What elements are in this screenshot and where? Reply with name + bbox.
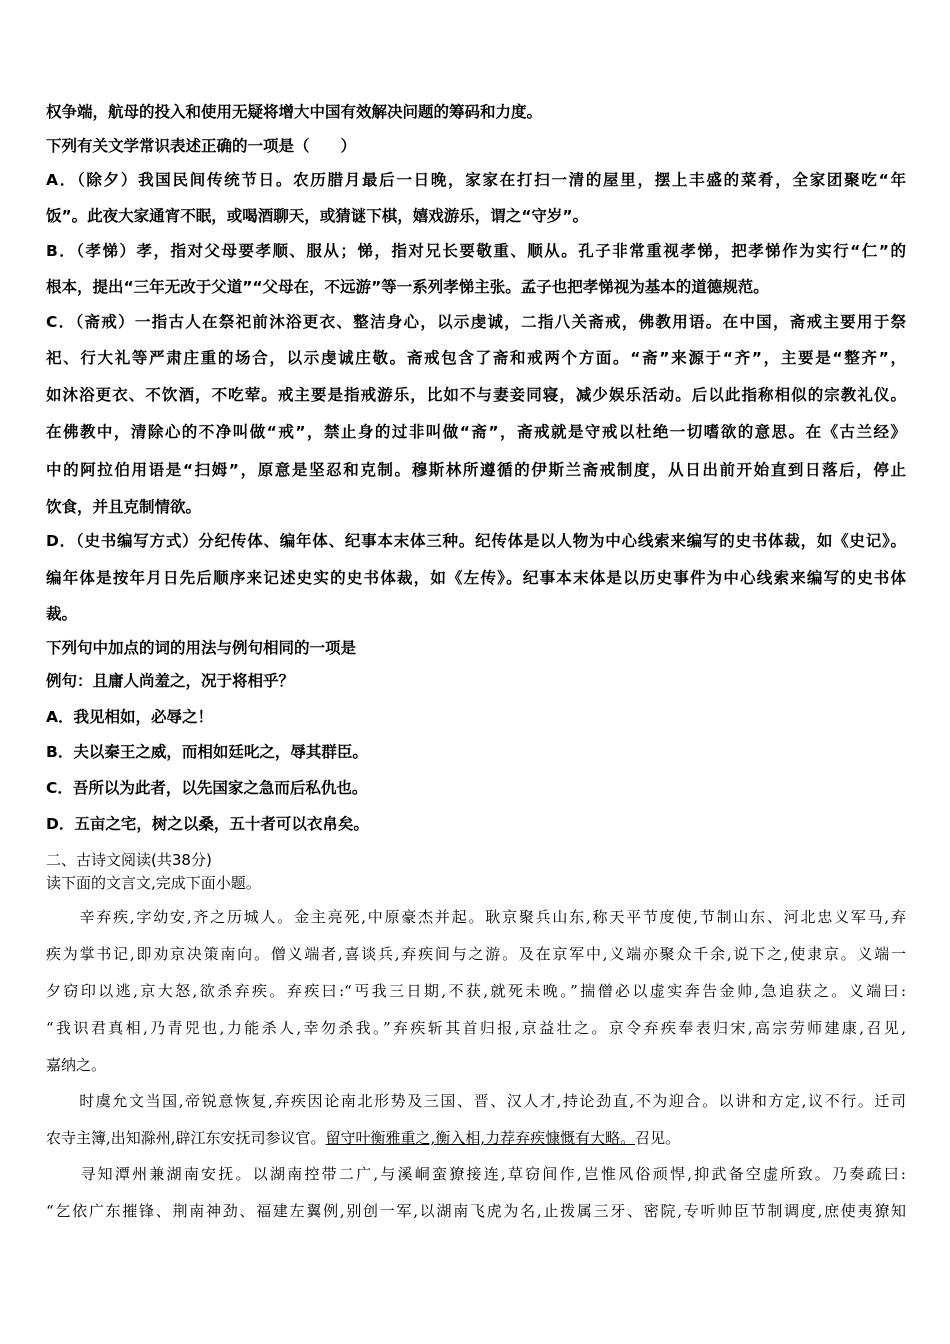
section-heading: 二、古诗文阅读(共38分) <box>46 851 212 869</box>
option-d: D．（史书编写方式）分纪传体、编年体、纪事本末体三种。纪传体是以人物为中心线索来编写的史书体裁，如《史记》。 <box>46 532 906 550</box>
text-line: 如沐浴更衣、不饮酒，不吃荤。戒主要是指戒游乐，比如不与妻妾同寝，减少娱乐活动。后以此指称相似的宗教礼仪。 <box>46 386 906 404</box>
example-sentence: 例句：且庸人尚羞之，况于将相乎？ <box>46 672 295 690</box>
option-b: B．（孝悌）孝，指对父母要孝顺、服从；悌，指对兄长要敬重、顺从。孔子非常重视孝悌，把孝悌作为实行“仁”的 <box>46 242 906 260</box>
underlined-sentence: 留守叶衡雅重之,衡入相,力荐弃疾慷慨有大略。 <box>325 1129 636 1147</box>
instruction: 读下面的文言文,完成下面小题。 <box>46 874 261 892</box>
question-stem: 下列句中加点的词的用法与例句相同的一项是 <box>46 639 357 657</box>
passage-line <box>46 1127 906 1151</box>
text-line: 祀、行大礼等严肃庄重的场合，以示虔诚庄敬。斋戒包含了斋和戒两个方面。“斋”来源于“齐”，主要是“整齐”， <box>46 349 906 367</box>
passage-line: 疾为掌书记,即劝京决策南向。僧义端者,喜谈兵,弃疾间与之游。及在京军中,义端亦聚众千余,说下之,使隶京。义端一 <box>46 945 906 963</box>
text-line: 饭”。此夜大家通宵不眠，或喝酒聊天，或猜谜下棋，嬉戏游乐，谓之“守岁”。 <box>46 207 589 225</box>
text-line: 权争端，航母的投入和使用无疑将增大中国有效解决问题的筹码和力度。 <box>46 103 543 121</box>
text-line: 饮食，并且克制情欲。 <box>46 498 202 516</box>
option-c: C．吾所以为此者，以先国家之急而后私仇也。 <box>46 779 368 797</box>
option-c: C．（斋戒）一指古人在祭祀前沐浴更衣、整洁身心，以示虔诚，二指八关斋戒，佛教用语。在中国，斋戒主要用于祭 <box>46 313 906 331</box>
passage-line: 嘉纳之。 <box>46 1056 107 1074</box>
text-line: 根本，提出“三年无改于父道”“父母在，不远游”等一系列孝悌主张。孟子也把孝悌视为基本的道德规范。 <box>46 278 769 296</box>
passage-line: 寻知潭州兼湖南安抚。以湖南控带二广,与溪峒蛮獠接连,草窃间作,岂惟风俗顽悍,抑武备空虚所致。乃奏疏曰: <box>46 1165 906 1183</box>
option-d: D．五亩之宅，树之以桑，五十者可以衣帛矣。 <box>46 815 369 833</box>
question-stem: 下列有关文学常识表述正确的一项是（ ） <box>46 137 357 155</box>
text-line: 裁。 <box>46 605 78 623</box>
option-a: A．（除夕）我国民间传统节日。农历腊月最后一日晚，家家在打扫一清的屋里，摆上丰盛的菜肴，全家团聚吃“年 <box>46 171 906 189</box>
passage-line: “乞依广东摧锋、荆南神劲、福建左翼例,别创一军,以湖南飞虎为名,止拨属三牙、密院,专听帅臣节制调度,庶使夷獠知 <box>46 1202 906 1220</box>
text-line: 在佛教中，清除心的不净叫做“戒”，禁止身的过非叫做“斋”，斋戒就是守戒以杜绝一切嗜欲的意思。在《古兰经》 <box>46 423 906 441</box>
passage-line: 夕窃印以逃,京大怒,欲杀弃疾。弃疾曰:“丐我三日期,不获,就死未晚。”揣僧必以虚实奔告金帅,急追获之。义端曰: <box>46 982 906 1000</box>
passage-line: 时虞允文当国,帝锐意恢复,弃疾因论南北形势及三国、晋、汉人才,持论劲直,不为迎合。以讲和方定,议不行。迁司 <box>46 1092 906 1110</box>
option-b: B．夫以秦王之威，而相如廷叱之，辱其群臣。 <box>46 743 368 761</box>
option-a: A．我见相如，必辱之！ <box>46 708 213 726</box>
text-line: 中的阿拉伯用语是“扫姆”，原意是坚忍和克制。穆斯林所遵循的伊斯兰斋戒制度，从日出前开始直到日落后，停止 <box>46 461 906 479</box>
passage-line: “我识君真相,乃青兕也,力能杀人,幸勿杀我。”弃疾斩其首归报,京益壮之。京令弃疾奉表归宋,高宗劳师建康,召见, <box>46 1019 906 1037</box>
passage-text: 召见。 <box>635 1129 681 1147</box>
text-line: 编年体是按年月日先后顺序来记述史实的史书体裁，如《左传》。纪事本末体是以历史事件为中心线索来编写的史书体 <box>46 569 906 587</box>
passage-text: 农寺主簿,出知滁州,辟江东安抚司参议官。 <box>46 1129 326 1147</box>
passage-line: 辛弃疾,字幼安,齐之历城人。金主亮死,中原豪杰并起。耿京聚兵山东,称天平节度使,节制山东、河北忠义军马,弃 <box>46 908 906 926</box>
